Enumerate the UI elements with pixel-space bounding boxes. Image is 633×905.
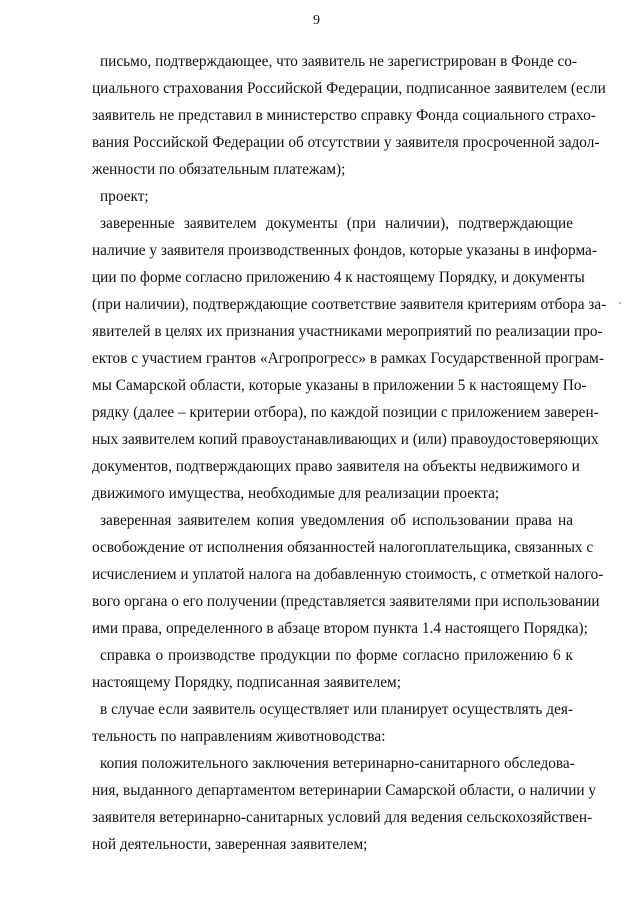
text-line: наличие у заявителя производственных фондов, которые указаны в информа- [92, 242, 597, 259]
text-line: (при наличии), подтверждающие соответствие заявителя критериям отбора за- [92, 296, 607, 313]
text-line: тельность по направлениям животноводства: [92, 728, 386, 745]
text-line: рядку (далее – критерии отбора), по каждой позиции с приложением заверен- [92, 404, 599, 421]
text-line: в случае если заявитель осуществляет или планирует осуществлять дея- [100, 701, 573, 718]
text-line: ных заявителем копий правоустанавливающих и (или) правоудостоверяющих [92, 431, 599, 448]
text-line: вания Российской Федерации об отсутствии у заявителя просроченной задол- [92, 134, 600, 151]
text-line: ной деятельности, заверенная заявителем; [92, 836, 368, 853]
text-line: ния, выданного департаментом ветеринарии Самарской области, о наличии у [92, 782, 597, 799]
page-number: 9 [313, 13, 320, 28]
text-line: справка о производстве продукции по форме согласно приложению 6 к [100, 647, 573, 664]
text-line: заявителя ветеринарно-санитарных условий для ведения сельскохозяйствен- [92, 809, 593, 826]
text-line: копия положительного заключения ветеринарно-санитарного обследова- [100, 755, 575, 772]
text-line: заверенные заявителем документы (при наличии), подтверждающие [100, 215, 573, 232]
text-line: ции по форме согласно приложению 4 к настоящему Порядку, и документы [92, 269, 585, 286]
scan-speck [619, 302, 621, 304]
text-line: ектов с участием грантов «Агропрогресс» в рамках Государственной програм- [92, 350, 604, 367]
text-line: заверенная заявителем копия уведомления об использовании права на [100, 512, 573, 529]
text-line: освобождение от исполнения обязанностей налогоплательщика, связанных с [92, 539, 594, 556]
text-line: движимого имущества, необходимые для реализации проекта; [92, 485, 500, 502]
text-line: мы Самарской области, которые указаны в приложении 5 к настоящему По- [92, 377, 587, 394]
text-line: заявитель не представил в министерство справку Фонда социального страхо- [92, 107, 596, 124]
text-line: явителей в целях их признания участниками мероприятий по реализации про- [92, 323, 603, 340]
text-line: циального страхования Российской Федерации, подписанное заявителем (если [92, 80, 606, 97]
text-line: документов, подтверждающих право заявителя на объекты недвижимого и [92, 458, 580, 475]
text-line: проект; [100, 188, 149, 205]
text-line: письмо, подтверждающее, что заявитель не зарегистрирован в Фонде со- [100, 53, 577, 70]
text-line: женности по обязательным платежам); [92, 161, 346, 178]
text-line: вого органа о его получении (представляется заявителями при использовании [92, 593, 600, 610]
text-line: настоящему Порядку, подписанная заявителем; [92, 674, 401, 691]
text-line: исчислением и уплатой налога на добавленную стоимость, с отметкой налого- [92, 566, 604, 583]
text-line: ими права, определенного в абзаце втором пункта 1.4 настоящего Порядка); [92, 620, 588, 637]
